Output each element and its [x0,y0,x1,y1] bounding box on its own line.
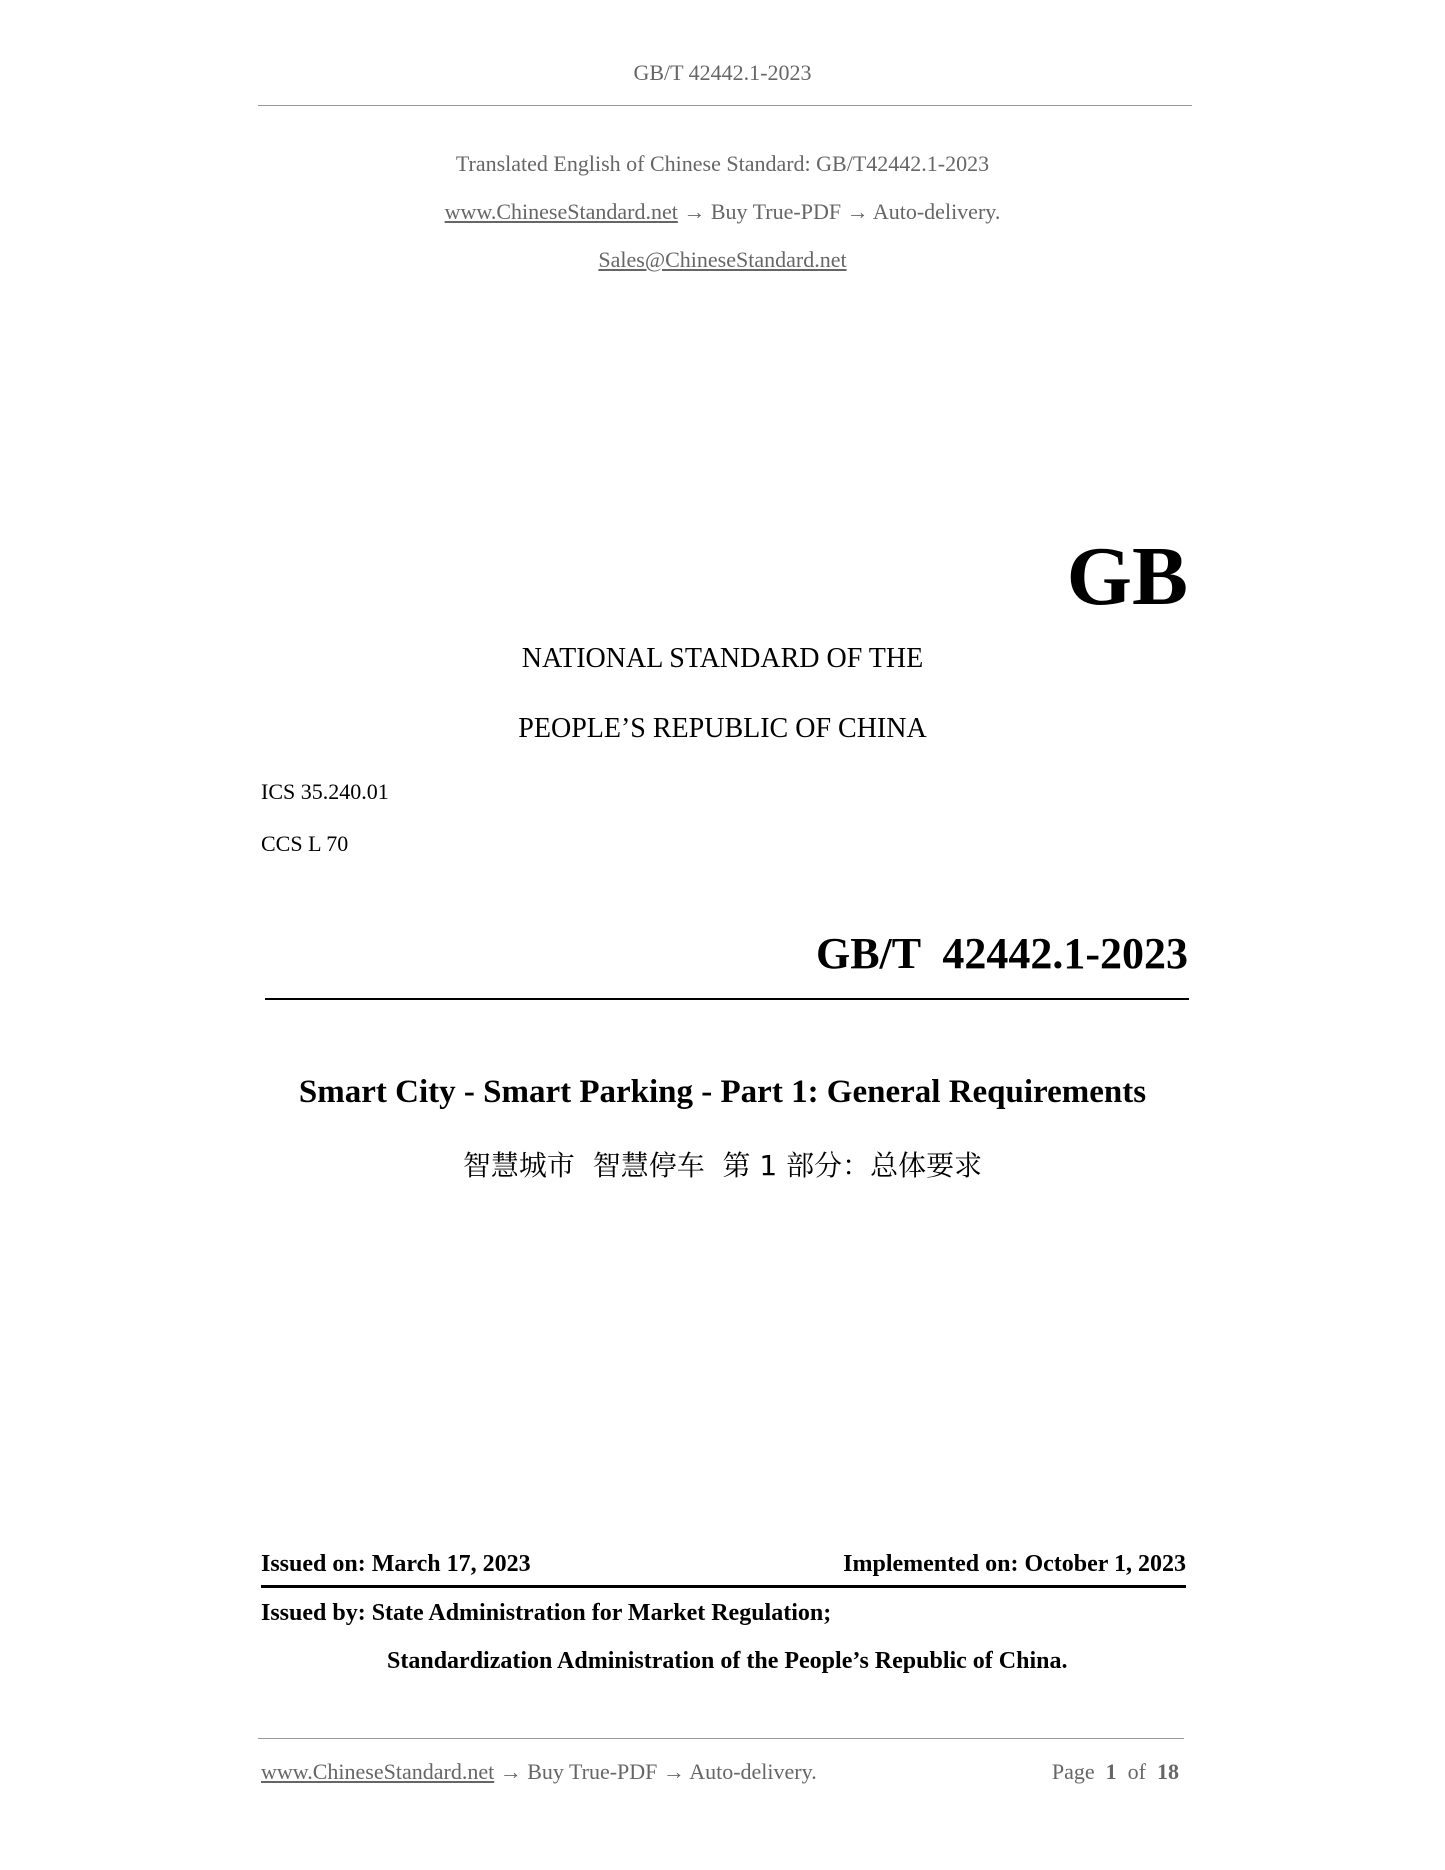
page-total: 18 [1157,1759,1179,1784]
page-current: 1 [1105,1759,1117,1784]
right-arrow-icon: → [846,199,869,224]
title-english: Smart City - Smart Parking - Part 1: General Requirements [298,1074,1147,1110]
footer-buy-text: Buy True-PDF [527,1759,658,1784]
email-link[interactable]: Sales@ChineseStandard.net [598,247,847,272]
running-header: GB/T 42442.1-2023 [633,60,812,85]
national-standard-line2: PEOPLE’S REPUBLIC OF CHINA [518,713,927,744]
page-label: Page [1051,1759,1095,1784]
gb-mark: GB [1066,530,1188,623]
auto-delivery-text: Auto-delivery. [872,199,1001,224]
issued-by-line1: Issued by: State Administration for Market Regulation; [261,1600,832,1626]
footer-delivery-text: Auto-delivery. [689,1759,817,1784]
buy-true-pdf-text: Buy True-PDF [710,199,842,224]
standard-number: GB/T 42442.1-2023 [815,929,1188,978]
footer-promo-line [261,1759,817,1785]
right-arrow-icon: → [683,199,706,224]
footer-divider [258,1738,1184,1739]
issued-by-line2: Standardization Administration of the People’s Republic of China. [387,1648,1068,1674]
page-of-label: of [1127,1759,1146,1784]
header-promo-line [0,199,1445,225]
title-chinese: 智慧城市 智慧停车 第 1 部分：总体要求 [462,1149,983,1182]
page-indicator [1052,1759,1179,1785]
ics-code: ICS 35.240.01 [261,779,389,804]
title-divider [265,998,1189,1000]
email-line [0,247,1445,273]
national-standard-line1: NATIONAL STANDARD OF THE [521,643,924,674]
header-divider [258,105,1192,106]
footer-site-link[interactable]: www.ChineseStandard.net [261,1759,495,1784]
ccs-code: CCS L 70 [261,831,349,856]
issue-divider [261,1585,1186,1588]
right-arrow-icon: → [499,1759,522,1784]
site-link[interactable]: www.ChineseStandard.net [444,199,678,224]
issued-on: Issued on: March 17, 2023 [261,1551,531,1577]
implemented-on: Implemented on: October 1, 2023 [843,1551,1186,1577]
right-arrow-icon: → [662,1759,685,1784]
translated-line: Translated English of Chinese Standard: GB/T42442.1-2023 [455,151,990,176]
